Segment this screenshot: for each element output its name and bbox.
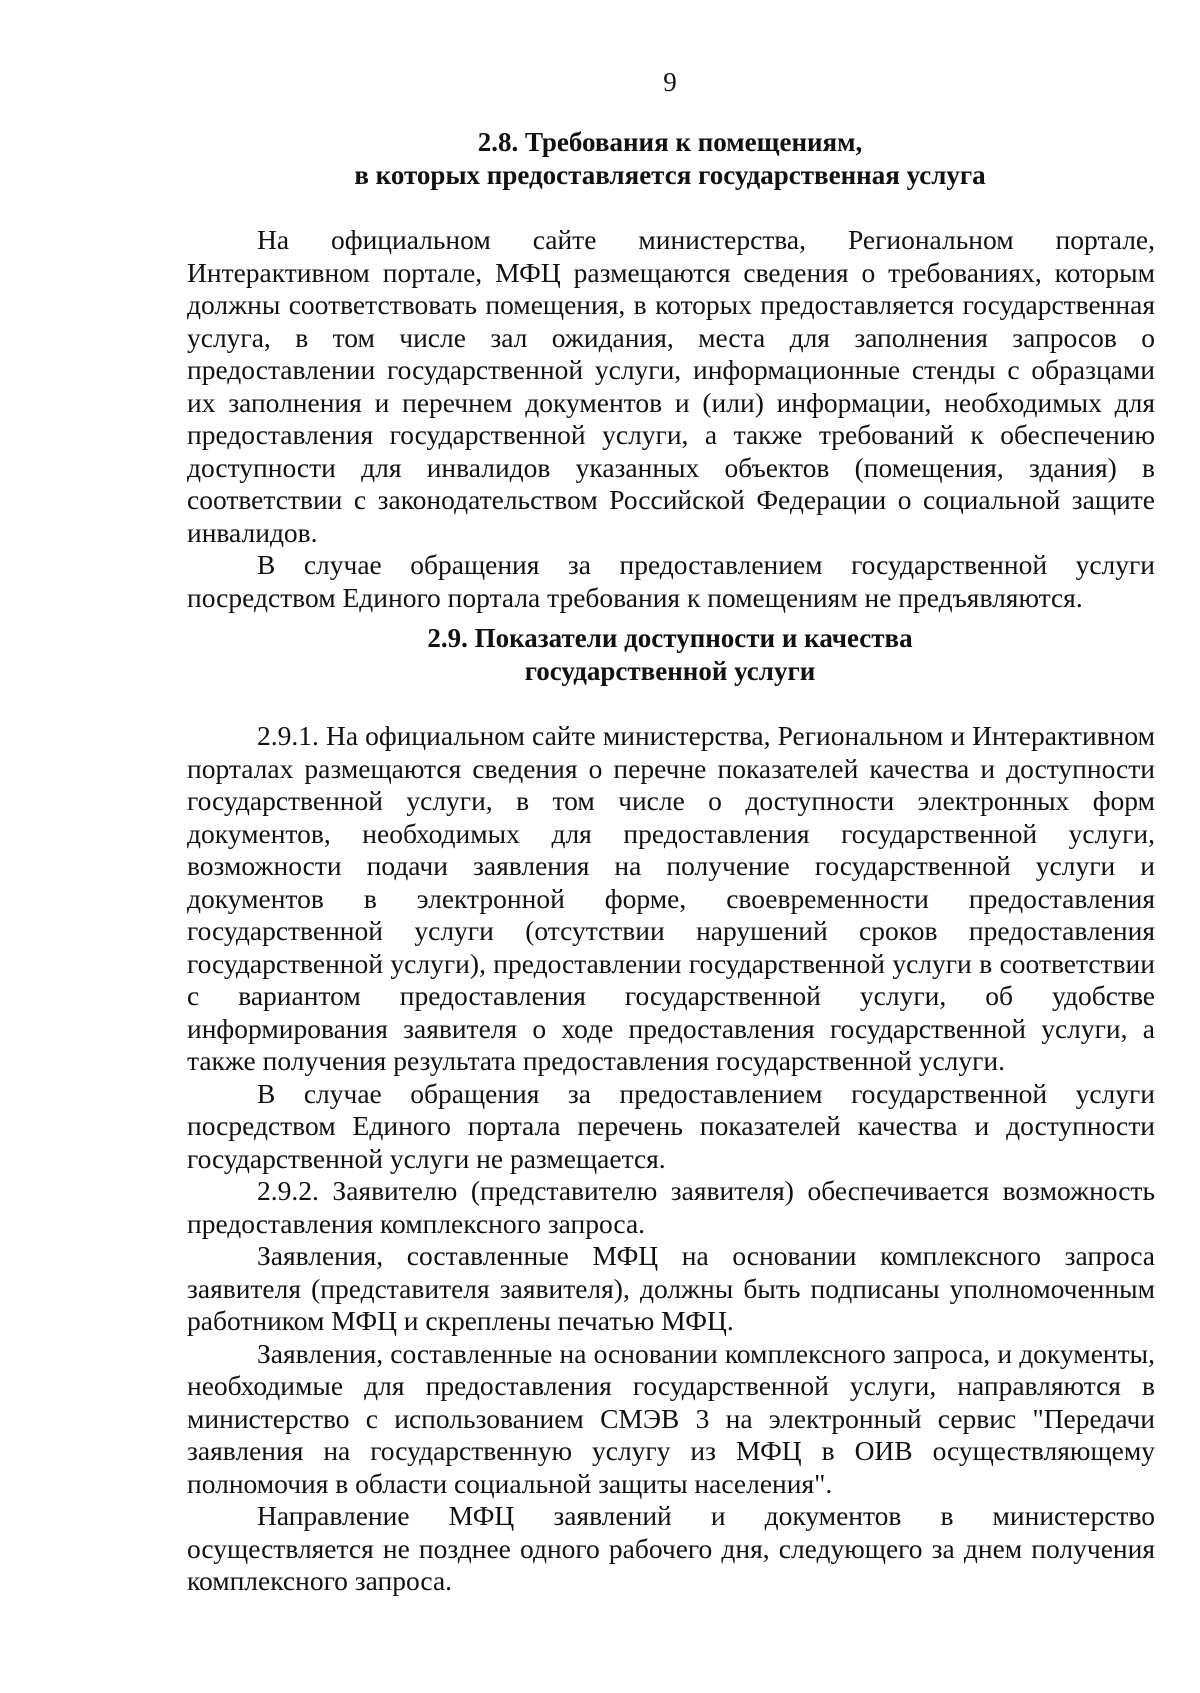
paragraph: В случае обращения за предоставлением государственной услуги посредством Единого портала перечень показателей качества и доступности государственной услуги не размещается. — [187, 1077, 1155, 1174]
section-2-9-body — [187, 720, 1155, 1598]
section-2-9-title-line1: 2.9. Показатели доступности и качества — [427, 623, 913, 653]
section-2-9-title-line2: государственной услуги — [524, 656, 816, 686]
paragraph: Заявления, составленные МФЦ на основании комплексного запроса заявителя (представителя заявителя), должны быть подписаны уполномоченным работником МФЦ и скреплены печатью МФЦ. — [187, 1240, 1155, 1336]
paragraph: На официальном сайте министерства, Региональном портале, Интерактивном портале, МФЦ размещаются сведения о требованиях, которым должны соответствовать помещения, в которых предоставляется государственная услуга, в том числе зал ожидания, места для заполнения запросов о предоставлении государственной услуги, информационные стенды с образцами их заполнения и перечнем документов и (или) информации, необходимых для предоставления государственной услуги, а также требований к обеспечению доступности для инвалидов указанных объектов (помещения, здания) в соответствии с законодательством Российской Федерации о социальной защите инвалидов. — [187, 224, 1155, 548]
paragraph: 2.9.1. На официальном сайте министерства, Региональном и Интерактивном порталах размещаются сведения о перечне показателей качества и доступности государственной услуги, в том числе о доступности электронных форм документов, необходимых для предоставления государственной услуги, возможности подачи заявления на получение государственной услуги и документов в электронной форме, своевременности предоставления государственной услуги (отсутствии нарушений сроков предоставления государственной услуги), предоставлении государственной услуги в соответствии с вариантом предоставления государственной услуги, об удобстве информирования заявителя о ходе предоставления государственной услуги, а также получения результата предоставления государственной услуги. — [187, 720, 1155, 1076]
paragraph: Заявления, составленные на основании комплексного запроса, и документы, необходимые для предоставления государственной услуги, направляются в министерство с использованием СМЭВ 3 на электронный сервис "Передачи заявления на государственную услугу из МФЦ в ОИВ осуществляющему полномочия в области социальной защиты населения". — [187, 1337, 1155, 1499]
paragraph: 2.9.2. Заявителю (представителю заявителя) обеспечивается возможность предоставления комплексного запроса. — [187, 1175, 1155, 1239]
section-2-8-title-line2: в которых предоставляется государственная услуга — [354, 160, 986, 190]
page-number: 9 — [663, 67, 677, 97]
section-2-8-body — [187, 224, 1155, 614]
paragraph: В случае обращения за предоставлением государственной услуги посредством Единого портала требования к помещениям не предъявляются. — [187, 549, 1155, 613]
section-2-9-heading — [170, 622, 1170, 688]
section-2-8-heading — [170, 126, 1170, 192]
section-2-8-title-line1: 2.8. Требования к помещениям, — [477, 127, 863, 157]
paragraph: Направление МФЦ заявлений и документов в министерство осуществляется не позднее одного рабочего дня, следующего за днем получения комплексного запроса. — [187, 1500, 1155, 1596]
